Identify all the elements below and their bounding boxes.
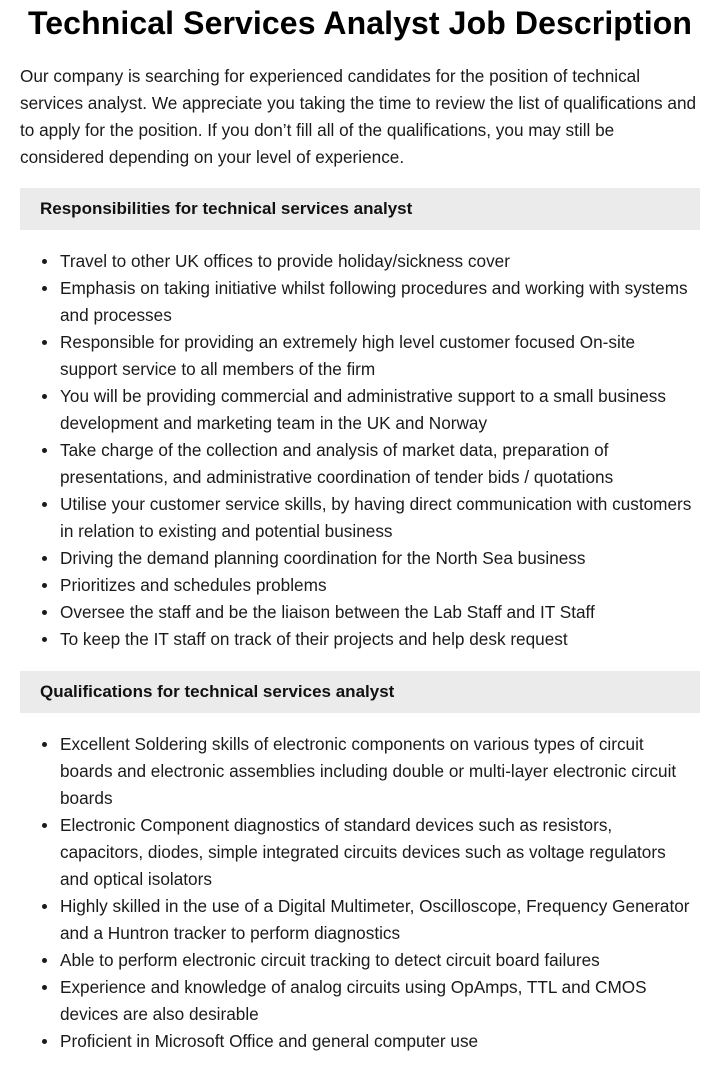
intro-paragraph: Our company is searching for experienced candidates for the position of technical services analyst. We appreciate you taking the time to review the list of qualifications and to apply for the position. If you don’t fill all of the qualifications, you may still be considered depending on your level of experience. <box>20 66 697 167</box>
list-item: Proficient in Microsoft Office and general computer use <box>60 1028 700 1055</box>
responsibilities-heading <box>20 188 700 230</box>
list-item: Oversee the staff and be the liaison between the Lab Staff and IT Staff <box>60 599 700 626</box>
qualifications-heading-text: Qualifications for technical services analyst <box>40 682 395 701</box>
list-item: Able to perform electronic circuit tracking to detect circuit board failures <box>60 947 700 974</box>
responsibilities-heading-text: Responsibilities for technical services analyst <box>40 199 413 218</box>
list-item: Electronic Component diagnostics of standard devices such as resistors, capacitors, diodes, simple integrated circuits devices such as voltage regulators and optical isolators <box>60 812 700 893</box>
list-item: Emphasis on taking initiative whilst following procedures and working with systems and processes <box>60 275 700 329</box>
responsibilities-list <box>20 248 700 653</box>
list-item: Utilise your customer service skills, by having direct communication with customers in relation to existing and potential business <box>60 491 700 545</box>
list-item: To keep the IT staff on track of their projects and help desk request <box>60 626 700 653</box>
list-item: Responsible for providing an extremely high level customer focused On-site support service to all members of the firm <box>60 329 700 383</box>
list-item: Highly skilled in the use of a Digital Multimeter, Oscilloscope, Frequency Generator and a Huntron tracker to perform diagnostics <box>60 893 700 947</box>
list-item: Prioritizes and schedules problems <box>60 572 700 599</box>
page-title: Technical Services Analyst Job Description <box>28 5 692 41</box>
list-item: Experience and knowledge of analog circuits using OpAmps, TTL and CMOS devices are also desirable <box>60 974 700 1028</box>
list-item: You will be providing commercial and administrative support to a small business development and marketing team in the UK and Norway <box>60 383 700 437</box>
list-item: Excellent Soldering skills of electronic components on various types of circuit boards and electronic assemblies including double or multi-layer electronic circuit boards <box>60 731 700 812</box>
qualifications-heading <box>20 671 700 713</box>
list-item: Take charge of the collection and analysis of market data, preparation of presentations, and administrative coordination of tender bids / quotations <box>60 437 700 491</box>
qualifications-list <box>20 731 700 1055</box>
list-item: Travel to other UK offices to provide holiday/sickness cover <box>60 248 700 275</box>
list-item: Driving the demand planning coordination for the North Sea business <box>60 545 700 572</box>
